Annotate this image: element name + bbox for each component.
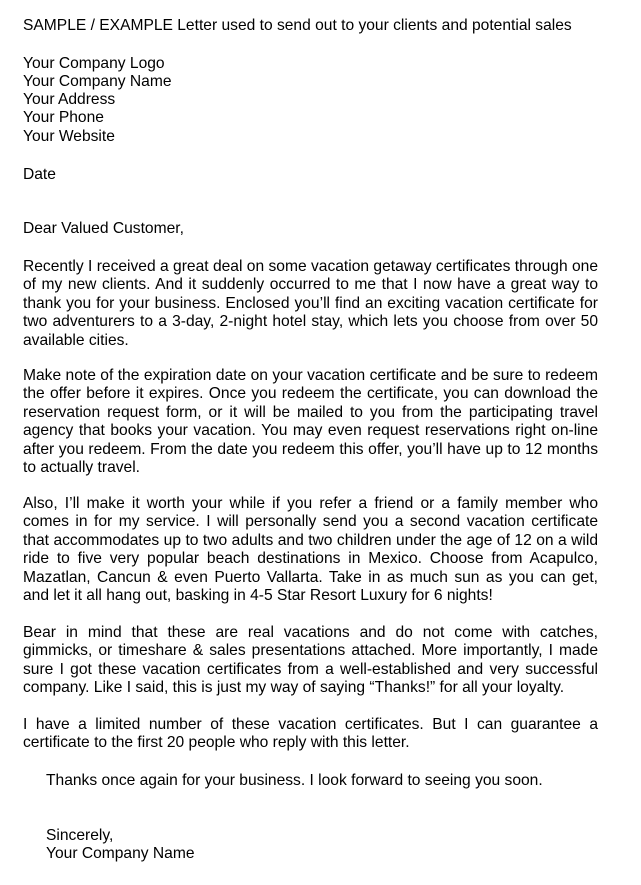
letter-heading: SAMPLE / EXAMPLE Letter used to send out to your clients and potential sales xyxy=(23,17,572,34)
paragraph-4: Bear in mind that these are real vacations and do not come with catches, gimmicks, or timeshare & sales presentations attached. More importantly, I made sure I got these vacation certificates from a well-established and very successful company. Like I said, this is just my way of saying “Thanks!” for all your loyalty. xyxy=(23,624,598,697)
sender-website: Your Website xyxy=(23,128,115,145)
sender-company-name: Your Company Name xyxy=(23,73,172,90)
signature: Your Company Name xyxy=(46,845,195,862)
paragraph-1: Recently I received a great deal on some vacation getaway certificates through one of my new clients. And it suddenly occurred to me that I now have a great way to thank you for your business. Enclosed you’ll find an exciting vacation certificate for two adventurers to a 3-day, 2-night hotel stay, which lets you choose from over 50 available cities. xyxy=(23,258,598,349)
closing: Sincerely, xyxy=(46,827,114,844)
letter-date: Date xyxy=(23,166,56,183)
paragraph-3: Also, I’ll make it worth your while if you refer a friend or a family member who comes in for my service. I will personally send you a second vacation certificate that accommodates up to two adults and two children under the age of 12 on a wild ride to five very popular beach destinations in Mexico. Choose from Acapulco, Mazatlan, Cancun & even Puerto Vallarta. Take in as much sun as you can get, and let it all hang out, basking in 4-5 Star Resort Luxury for 6 nights! xyxy=(23,495,598,605)
sender-phone: Your Phone xyxy=(23,109,104,126)
salutation: Dear Valued Customer, xyxy=(23,220,184,237)
paragraph-5: I have a limited number of these vacation certificates. But I can guarantee a certificate to the first 20 people who reply with this letter. xyxy=(23,716,598,752)
sender-logo-placeholder: Your Company Logo xyxy=(23,55,165,72)
sender-address: Your Address xyxy=(23,91,116,108)
thanks-line: Thanks once again for your business. I look forward to seeing you soon. xyxy=(46,772,543,789)
paragraph-2: Make note of the expiration date on your vacation certificate and be sure to redeem the offer before it expires. Once you redeem the certificate, you can download the reservation request form, or it will be mailed to you from the participating travel agency that books your vacation. You may even request reservations right on-line after you redeem. From the date you redeem this offer, you’ll have up to 12 months to actually travel. xyxy=(23,367,598,477)
